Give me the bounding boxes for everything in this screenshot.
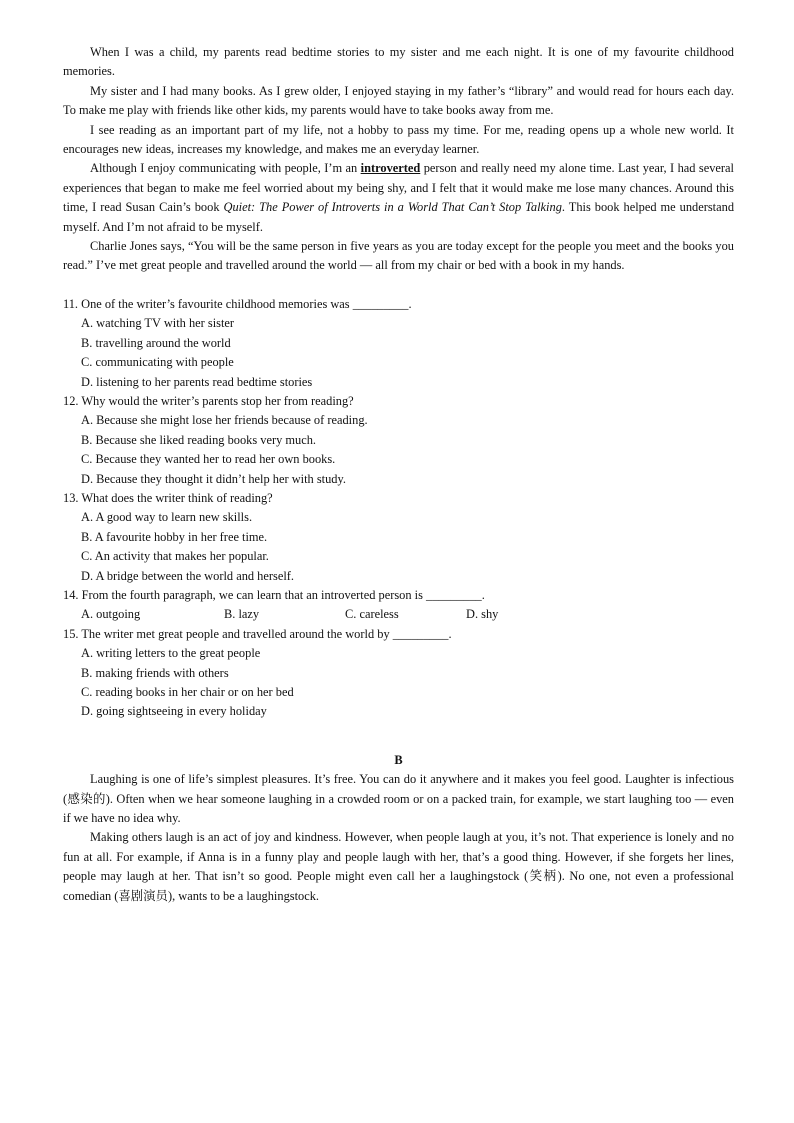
option-a: A. outgoing [81,607,141,622]
passage-a-paragraph-5: Charlie Jones says, “You will be the same person in five years as you are today except for the people you meet and the books you read.” I’ve met great people and travelled around the world — all from my chair or bed with a book in my hands. [63,239,734,273]
options-row [81,605,734,624]
question-stem: 11. One of the writer’s favourite childhood memories was _________. [63,296,412,311]
section-heading-b: B [394,752,403,767]
p4-text-2: person and really need my alone time. Last year, I had several experiences that began to make me feel worried about my being shy, and I felt that it would make me lose many chances. Around this time, I read Susan Cain’s book [63,161,734,215]
option-b: B. travelling around the world [81,335,231,350]
option-a: A. Because she might lose her friends because of reading. [81,413,368,428]
option-d: D. shy [466,607,499,622]
option-c: C. An activity that makes her popular. [81,549,269,564]
passage-b-paragraph-2: Making others laugh is an act of joy and kindness. However, when people laugh at you, it’s not. That experience is lonely and no fun at all. For example, if Anna is in a funny play and people laugh with her, that’s a good thing. However, if she forgets her lines, people may laugh at her. That isn’t so good. People might even call her a laughingstock (笑柄). No one, not even a professional comedian (喜剧演员), wants to be a laughingstock. [63,830,734,903]
question-14 [63,586,734,625]
option-d: D. Because they thought it didn’t help her with study. [81,471,346,486]
passage-a-paragraph-4 [63,159,734,237]
option-d: D. listening to her parents read bedtime stories [81,374,313,389]
question-12 [63,392,734,489]
underlined-word-introverted: introverted [360,161,421,176]
passage-a-paragraph-1: When I was a child, my parents read bedtime stories to my sister and me each night. It is one of my favourite childhood memories. [63,45,734,79]
spacer [63,276,734,295]
option-a: A. watching TV with her sister [81,316,235,331]
question-stem: 13. What does the writer think of reading? [63,490,273,505]
option-c: C. reading books in her chair or on her bed [81,685,294,699]
passage-a-paragraph-2: My sister and I had many books. As I grew older, I enjoyed staying in my father’s “library” and would read for hours each day. To make me play with friends like other kids, my parents would have to take books away from me. [63,83,734,118]
spacer [63,741,734,751]
option-c: C. careless [345,607,399,622]
question-stem: 14. From the fourth paragraph, we can learn that an introverted person is _________. [63,587,485,602]
option-a: A. A good way to learn new skills. [81,510,253,525]
option-b: B. Because she liked reading books very much. [81,432,317,447]
option-c: C. communicating with people [81,355,234,370]
option-c: C. Because they wanted her to read her own books. [81,452,336,467]
p4-text-3: . This book helped me understand myself. And I’m not afraid to be myself. [63,200,735,234]
option-a: A. writing letters to the great people [81,646,261,661]
passage-a-paragraph-3: I see reading as an important part of my life, not a hobby to pass my time. For me, reading opens up a whole new world. It encourages new ideas, increases my knowledge, and makes me an everyday learner. [63,122,734,157]
option-b: B. A favourite hobby in her free time. [81,529,268,544]
question-15 [63,625,734,722]
p4-text-1: Although I enjoy communicating with people, I’m an [90,161,361,176]
option-d: D. A bridge between the world and herself. [81,568,294,583]
passage-b-paragraph-1: Laughing is one of life’s simplest pleasures. It’s free. You can do it anywhere and it makes you feel good. Laughter is infectious (感染的). Often when we hear someone laughing in a crowded room or on a packed train, for example, we start laughing too — even if we have no idea why. [63,772,734,826]
option-d: D. going sightseeing in every holiday [81,704,267,719]
option-b: B. lazy [224,607,260,622]
book-title: Quiet: The Power of Introverts in a World That Can’t Stop Talking [223,200,562,215]
question-13 [63,489,734,586]
question-11 [63,295,734,392]
worksheet-page [63,43,734,906]
option-b: B. making friends with others [81,665,229,680]
question-stem: 12. Why would the writer’s parents stop her from reading? [63,393,354,408]
spacer [63,722,734,741]
question-stem: 15. The writer met great people and travelled around the world by _________. [63,626,452,641]
